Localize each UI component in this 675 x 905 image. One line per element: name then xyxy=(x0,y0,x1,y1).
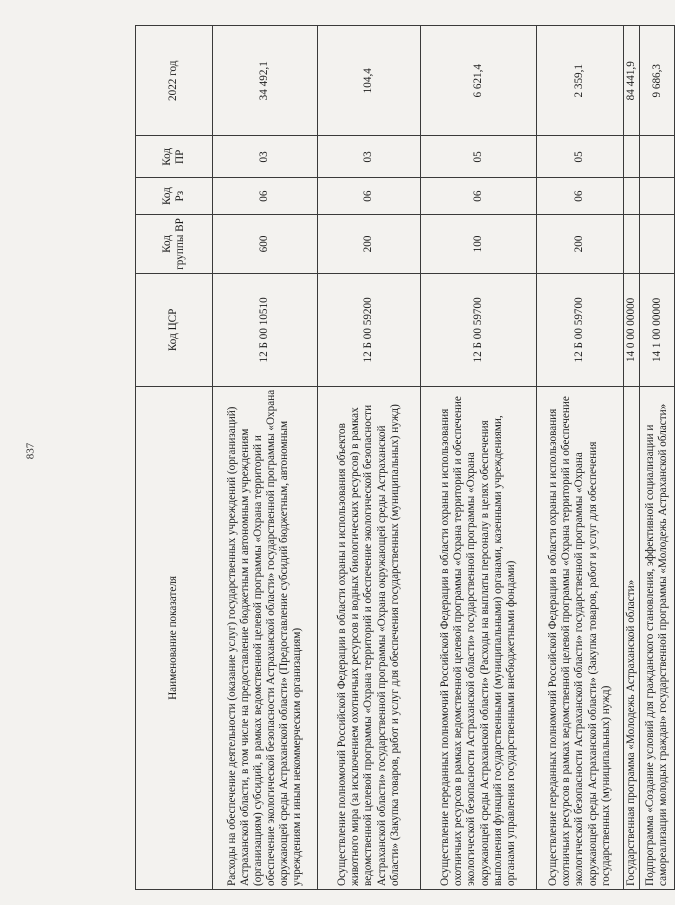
cell-value: 104,4 xyxy=(318,26,421,136)
cell-pr: 03 xyxy=(318,136,421,178)
cell-name: Осуществление полномочий Российской Федерации в области охраны и использования объектов животного мира (за исключением охотничьих ресурсов и водных биологических ресурсов) в рамках ведомственной целевой программы «Охрана территорий и обеспечение экологической безопасности Астраханской области» государственной программы «Охрана окружающей среды Астраханской области» (Закупка товаров, работ и услуг для обеспечения государственных (муниципальных) нужд) xyxy=(318,386,421,889)
table-row xyxy=(318,26,421,890)
cell-name: Расходы на обеспечение деятельности (оказание услуг) государственных учреждений (организаций) Астраханской области, в том числе на предоставление бюджетным и автономным учреждениям (организациям) субсидий, в рамках ведомственной целевой программы «Охрана территорий и обеспечение экологической безопасности Астраханской области» государственной программы «Охрана окружающей среды Астраханской области» (Предоставление субсидий бюджетным, автономным учреждениям и иным некоммерческим организациям) xyxy=(213,386,318,889)
cell-group: 200 xyxy=(318,215,421,274)
cell-value: 84 441,9 xyxy=(624,26,640,136)
cell-rz xyxy=(624,178,640,215)
table-row xyxy=(537,26,624,890)
header-group: Код группы ВР xyxy=(136,215,213,274)
header-csr: Код ЦСР xyxy=(136,273,213,386)
header-pr: Код ПР xyxy=(136,136,213,178)
cell-pr xyxy=(624,136,640,178)
cell-group: 600 xyxy=(213,215,318,274)
page-number: 837 xyxy=(24,442,37,460)
budget-table xyxy=(135,25,675,890)
cell-value: 2 359,1 xyxy=(537,26,624,136)
cell-value: 34 492,1 xyxy=(213,26,318,136)
cell-group xyxy=(640,215,675,274)
cell-csr: 12 Б 00 10510 xyxy=(213,273,318,386)
cell-value: 9 686,3 xyxy=(640,26,675,136)
cell-group xyxy=(624,215,640,274)
cell-csr: 12 Б 00 59700 xyxy=(421,273,537,386)
table-row xyxy=(421,26,537,890)
cell-group: 200 xyxy=(537,215,624,274)
header-name: Наименование показателя xyxy=(136,386,213,889)
rotated-page xyxy=(135,25,670,890)
table-row xyxy=(640,26,675,890)
cell-csr: 12 Б 00 59700 xyxy=(537,273,624,386)
cell-csr: 12 Б 00 59200 xyxy=(318,273,421,386)
cell-name: Государственная программа «Молодежь Астраханской области» xyxy=(624,386,640,889)
cell-csr: 14 0 00 00000 xyxy=(624,273,640,386)
cell-rz: 06 xyxy=(537,178,624,215)
table-header-row xyxy=(136,26,213,890)
cell-rz: 06 xyxy=(213,178,318,215)
cell-rz: 06 xyxy=(318,178,421,215)
cell-name: Осуществление переданных полномочий Российской Федерации в области охраны и использования охотничьих ресурсов в рамках ведомственной целевой программы «Охрана территорий и обеспечение экологической безопасности Астраханской области» государственной программы «Охрана окружающей среды Астраханской области» (Закупка товаров, работ и услуг для обеспечения государственных (муниципальных) нужд) xyxy=(537,386,624,889)
cell-rz xyxy=(640,178,675,215)
table-row xyxy=(213,26,318,890)
cell-value: 6 621,4 xyxy=(421,26,537,136)
cell-pr: 05 xyxy=(537,136,624,178)
cell-group: 100 xyxy=(421,215,537,274)
cell-pr xyxy=(640,136,675,178)
cell-pr: 03 xyxy=(213,136,318,178)
cell-name: Подпрограмма «Создание условий для гражданского становления, эффективной социализации и самореализации молодых граждан» государственной программы «Молодежь Астраханской области» xyxy=(640,386,675,889)
cell-pr: 05 xyxy=(421,136,537,178)
header-year: 2022 год xyxy=(136,26,213,136)
cell-name: Осуществление переданных полномочий Российской Федерации в области охраны и использования охотничьих ресурсов в рамках ведомственной целевой программы «Охрана территорий и обеспечение экологической безопасности Астраханской области» государственной программы «Охрана окружающей среды Астраханской области» (Расходы на выплаты персоналу в целях обеспечения выполнения функций государственными (муниципальными) органами, казенными учреждениями, органами управления государственными внебюджетными фондами) xyxy=(421,386,537,889)
cell-rz: 06 xyxy=(421,178,537,215)
cell-csr: 14 1 00 00000 xyxy=(640,273,675,386)
table-row xyxy=(624,26,640,890)
header-rz: Код Рз xyxy=(136,178,213,215)
